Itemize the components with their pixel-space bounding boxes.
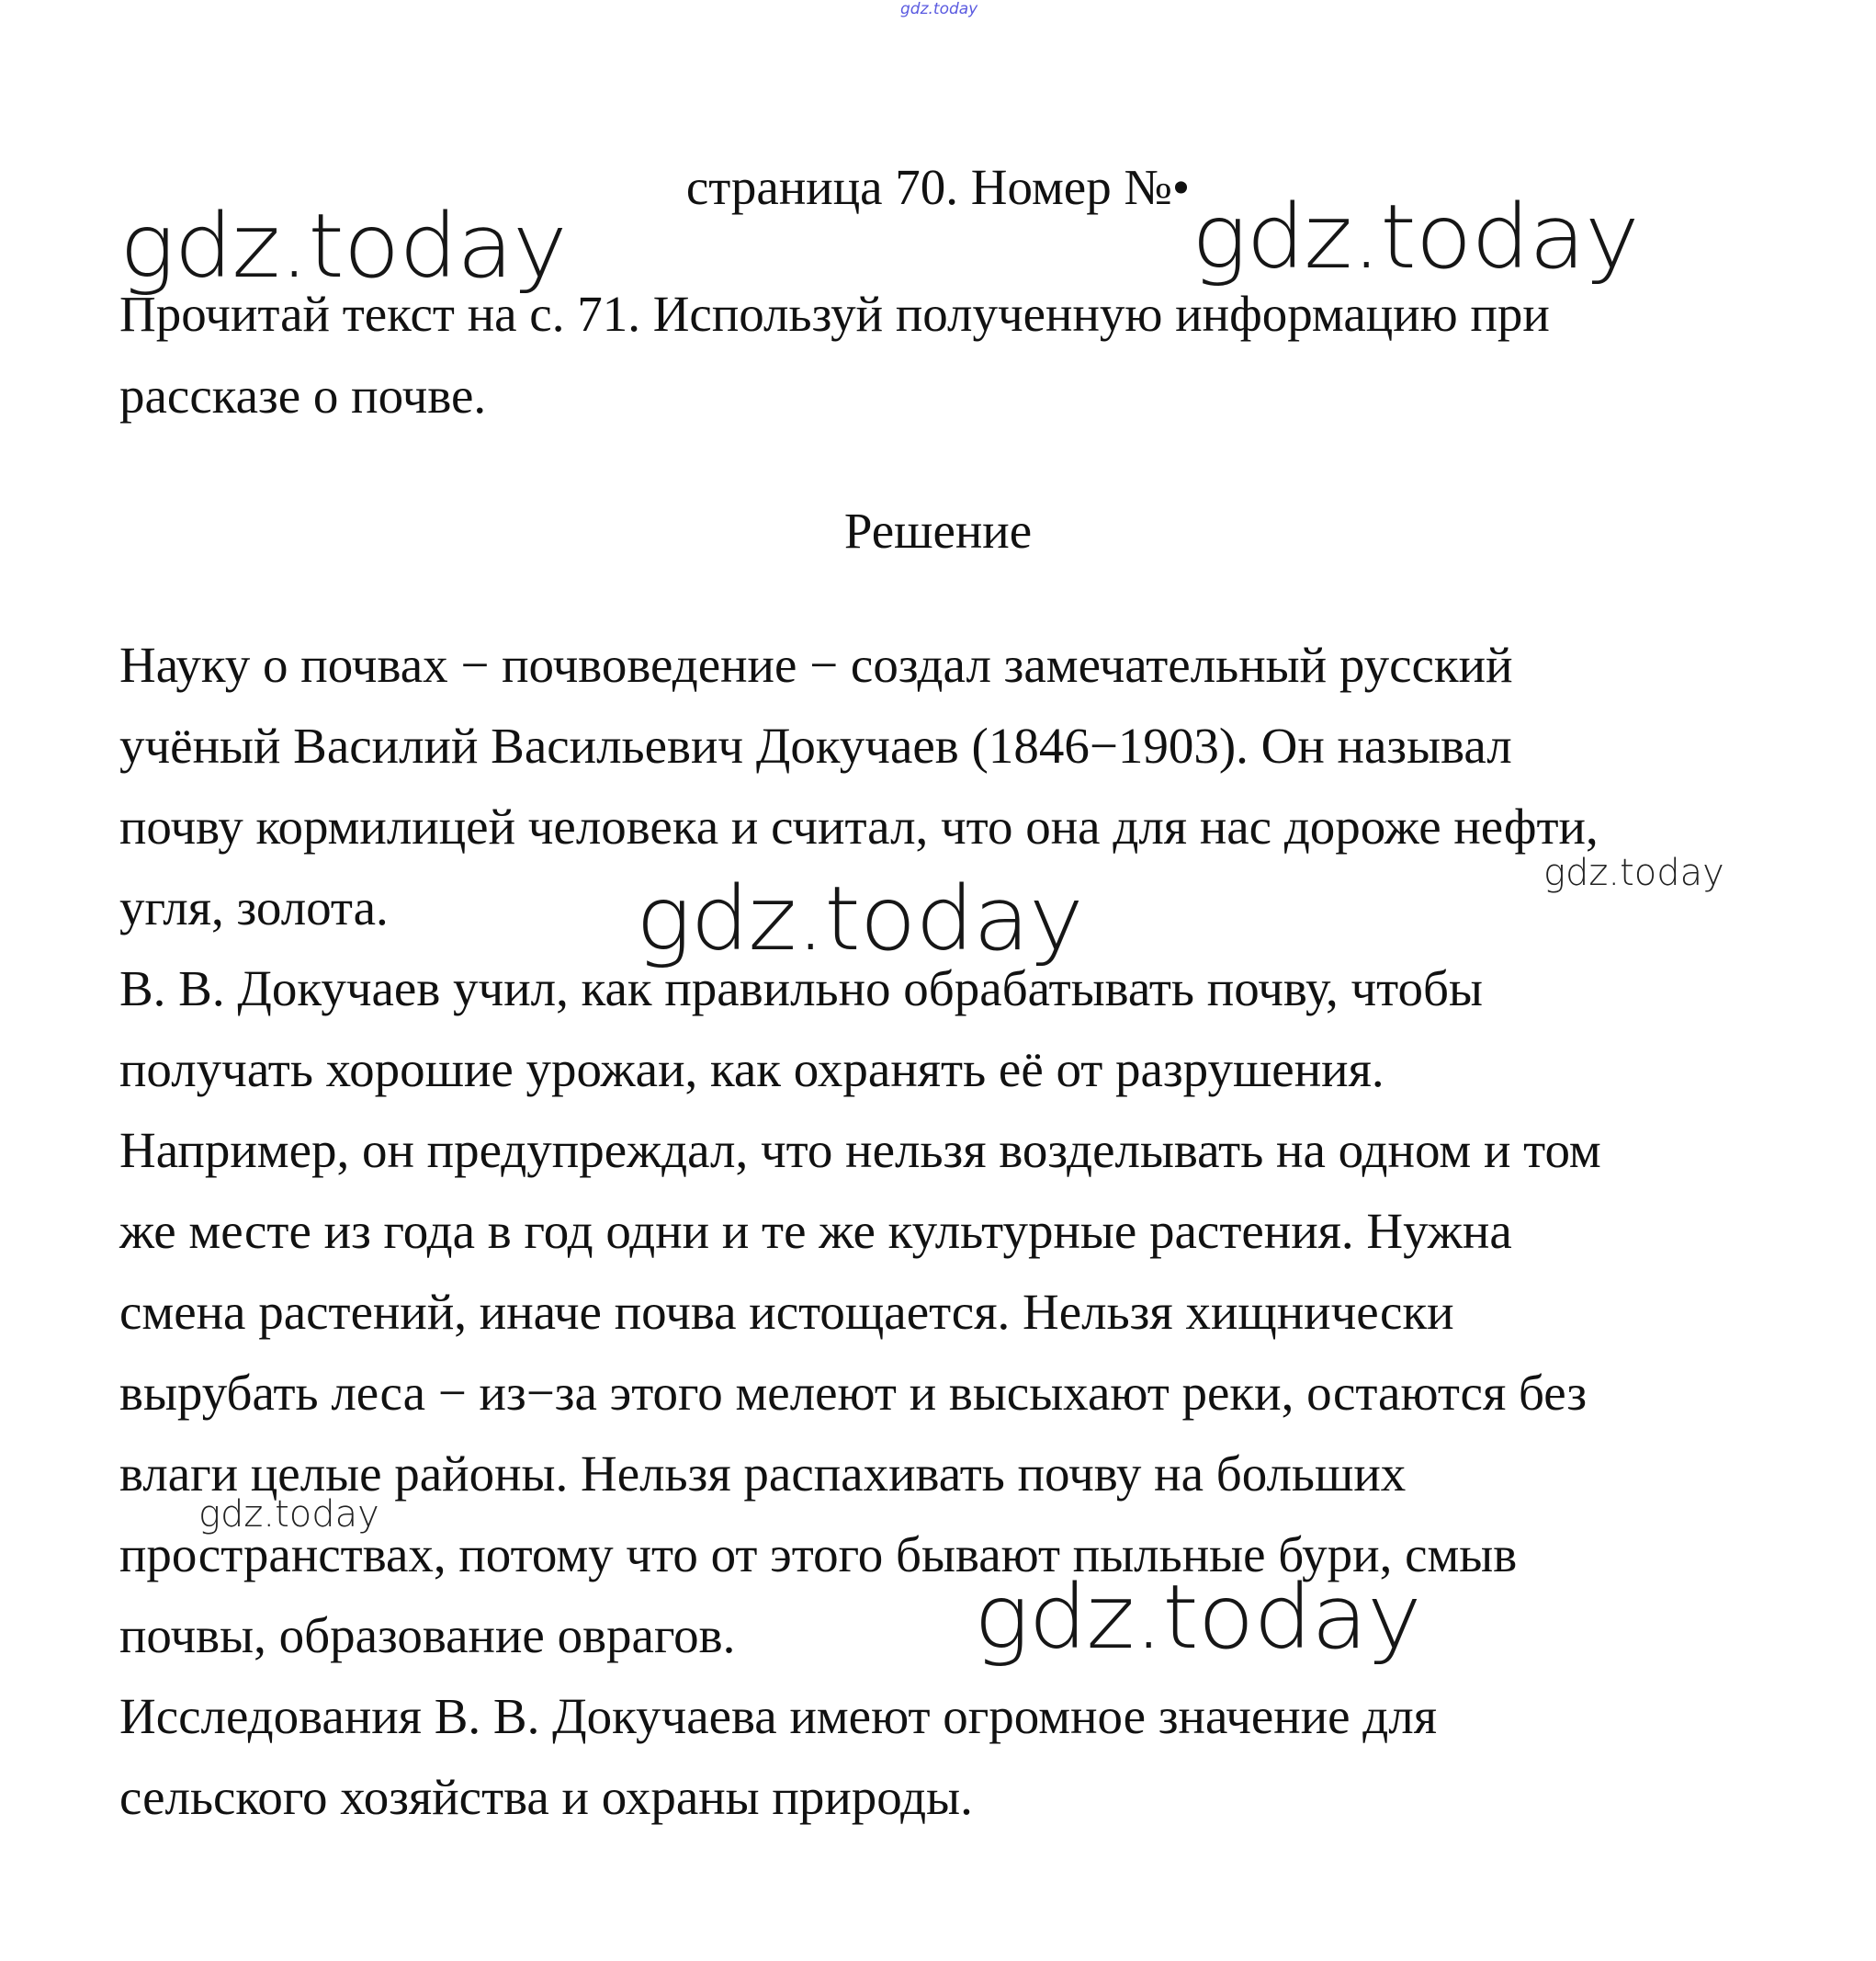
- solution-line: получать хорошие урожаи, как охранять её от разрушения.: [119, 1041, 1384, 1097]
- watermark-3: gdz.today: [1543, 852, 1724, 894]
- task-line: рассказе о почве.: [119, 368, 487, 424]
- solution-heading: Решение: [843, 503, 1033, 559]
- solution-line: смена растений, иначе почва истощается. Нельзя хищнически: [119, 1284, 1454, 1340]
- page-title: страница 70. Номер №•: [685, 159, 1191, 215]
- solution-line: же месте из года в год одни и те же культурные растения. Нужна: [119, 1203, 1512, 1259]
- watermark-4: gdz.today: [636, 867, 1083, 970]
- solution-line: пространствах, потому что от этого бывают пыльные бури, смыв: [119, 1526, 1518, 1582]
- watermark-2: gdz.today: [1192, 186, 1639, 289]
- solution-line: вырубать леса − из−за этого мелеют и высыхают реки, остаются без: [119, 1365, 1588, 1421]
- solution-line: Например, он предупреждал, что нельзя возделывать на одном и том: [119, 1122, 1601, 1178]
- solution-line: угля, золота.: [119, 879, 389, 935]
- task-line: Прочитай текст на с. 71. Используй полученную информацию при: [119, 286, 1550, 342]
- solution-line: Исследования В. В. Докучаева имеют огромное значение для: [119, 1688, 1438, 1744]
- solution-line: В. В. Докучаев учил, как правильно обрабатывать почву, чтобы: [119, 960, 1483, 1016]
- watermark-top-small: gdz.today: [900, 0, 978, 18]
- solution-line: сельского хозяйства и охраны природы.: [119, 1769, 973, 1825]
- watermark-1: gdz.today: [119, 195, 567, 298]
- solution-line: Науку о почвах − почвоведение − создал замечательный русский: [119, 637, 1513, 693]
- solution-line: почву кормилицей человека и считал, что она для нас дороже нефти,: [119, 799, 1599, 855]
- solution-line: влаги целые районы. Нельзя распахивать почву на больших: [119, 1445, 1407, 1502]
- solution-line: учёный Василий Васильевич Докучаев (1846−1903). Он называл: [119, 718, 1512, 774]
- watermark-5: gdz.today: [198, 1493, 379, 1536]
- solution-line: почвы, образование оврагов.: [119, 1607, 736, 1663]
- watermark-6: gdz.today: [974, 1566, 1421, 1669]
